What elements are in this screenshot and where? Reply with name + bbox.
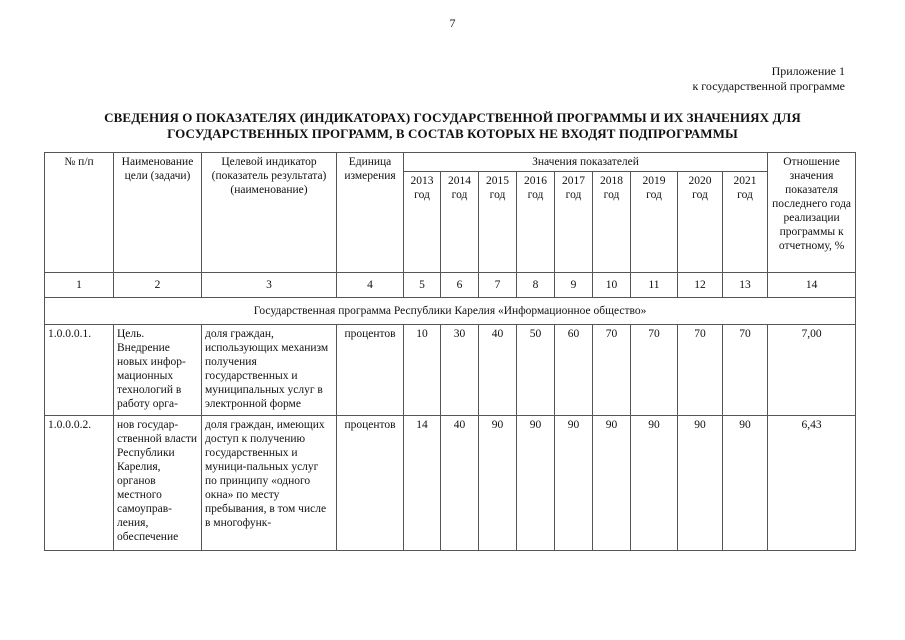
document-title-line-2: ГОСУДАРСТВЕННЫХ ПРОГРАММ, В СОСТАВ КОТОРЫХ НЕ ВХОДЯТ ПОДПРОГРАММЫ (167, 126, 738, 141)
appendix-line-1: Приложение 1 (771, 64, 845, 78)
indicators-table (44, 152, 856, 551)
header-year: 2015 год (479, 172, 517, 273)
header-year: 2017 год (555, 172, 593, 273)
value-2020: 90 (678, 416, 723, 551)
value-2017: 90 (555, 416, 593, 551)
value-2016: 90 (517, 416, 555, 551)
value-2021: 70 (723, 325, 768, 416)
row-number: 1.0.0.0.2. (45, 416, 114, 551)
value-2017: 60 (555, 325, 593, 416)
table-row (45, 416, 856, 551)
page-number: 7 (449, 16, 456, 30)
header-indicator: Целевой индикатор (показатель результата) (наименование) (202, 153, 337, 273)
ratio-value: 7,00 (768, 325, 856, 416)
program-name-row: Государственная программа Республики Карелия «Информационное общество» (45, 298, 856, 325)
value-2014: 30 (441, 325, 479, 416)
column-number: 7 (479, 273, 517, 298)
header-year: 2016 год (517, 172, 555, 273)
value-2021: 90 (723, 416, 768, 551)
header-year: 2013 год (404, 172, 441, 273)
appendix-note (692, 64, 845, 94)
header-year: 2014 год (441, 172, 479, 273)
column-number: 11 (631, 273, 678, 298)
column-number: 5 (404, 273, 441, 298)
goal-text-part-2: нов государ-ственной власти Республики Карелия, органов местного самоуправ-ления, обеспечение (114, 416, 202, 551)
header-goal: Наименование цели (задачи) (114, 153, 202, 273)
value-2016: 50 (517, 325, 555, 416)
table-row (45, 325, 856, 416)
indicator-name: доля граждан, использующих механизм получения государственных и муниципальных услуг в электронной форме (202, 325, 337, 416)
value-2014: 40 (441, 416, 479, 551)
column-number: 2 (114, 273, 202, 298)
value-2020: 70 (678, 325, 723, 416)
value-2015: 40 (479, 325, 517, 416)
column-number: 4 (337, 273, 404, 298)
column-number: 3 (202, 273, 337, 298)
header-unit: Единица измерения (337, 153, 404, 273)
value-2019: 90 (631, 416, 678, 551)
value-2013: 10 (404, 325, 441, 416)
indicators-table-wrap (44, 152, 856, 551)
column-number: 9 (555, 273, 593, 298)
column-number: 12 (678, 273, 723, 298)
unit: процентов (337, 416, 404, 551)
column-number: 13 (723, 273, 768, 298)
header-year: 2019 год (631, 172, 678, 273)
header-year: 2020 год (678, 172, 723, 273)
document-title-line-1: СВЕДЕНИЯ О ПОКАЗАТЕЛЯХ (ИНДИКАТОРАХ) ГОСУДАРСТВЕННОЙ ПРОГРАММЫ И ИХ ЗНАЧЕНИЯХ ДЛЯ (104, 110, 801, 125)
column-number: 1 (45, 273, 114, 298)
column-number: 10 (593, 273, 631, 298)
header-year: 2018 год (593, 172, 631, 273)
header-year: 2021 год (723, 172, 768, 273)
document-title (40, 110, 865, 142)
ratio-value: 6,43 (768, 416, 856, 551)
header-num: № п/п (45, 153, 114, 273)
appendix-line-2: к государственной программе (692, 79, 845, 93)
column-number-row (45, 273, 856, 298)
value-2013: 14 (404, 416, 441, 551)
row-number: 1.0.0.0.1. (45, 325, 114, 416)
unit: процентов (337, 325, 404, 416)
value-2019: 70 (631, 325, 678, 416)
value-2015: 90 (479, 416, 517, 551)
header-ratio: Отношение значения показателя последнего года реализации программы к отчетному, % (768, 153, 856, 273)
value-2018: 90 (593, 416, 631, 551)
goal-text-part-1: Цель. Внедрение новых инфор-мационных технологий в работу орга- (114, 325, 202, 416)
value-2018: 70 (593, 325, 631, 416)
indicator-name: доля граждан, имеющих доступ к получению государственных и муници-пальных услуг по принципу «одного окна» по месту пребывания, в том числе в многофунк- (202, 416, 337, 551)
column-number: 6 (441, 273, 479, 298)
column-number: 8 (517, 273, 555, 298)
column-number: 14 (768, 273, 856, 298)
header-values: Значения показателей (404, 153, 768, 172)
